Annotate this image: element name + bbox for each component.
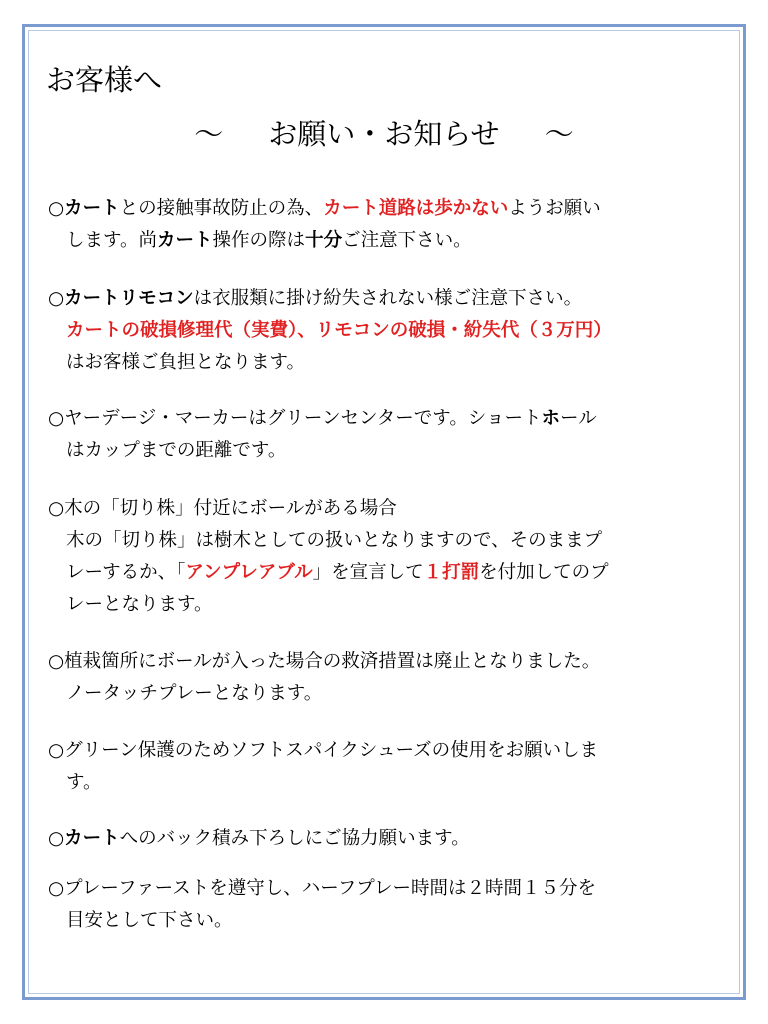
bold-text: カート (157, 230, 213, 251)
highlight-text: カートの破損修理代（実費）、リモコンの破損・紛失代（３万円） (66, 320, 612, 341)
notice-line (48, 905, 728, 937)
notice-line (48, 493, 728, 525)
notice-3 (48, 403, 728, 467)
notice-text: 木の「切り株」は樹木としての扱いとなりますので、そのままプ (66, 530, 603, 551)
notice-line (48, 646, 728, 678)
notice-2 (48, 283, 728, 379)
bullet-circle-icon: ○ (48, 408, 65, 429)
notice-line (48, 678, 728, 710)
notice-line (48, 557, 728, 589)
notice-text: 木の「切り株」付近にボールがある場合 (64, 498, 397, 519)
greeting-heading: お客様へ (46, 63, 163, 97)
notice-line (48, 735, 728, 767)
notice-line (48, 589, 728, 621)
bullet-circle-icon: ○ (48, 288, 65, 309)
notice-line (48, 823, 728, 855)
title-right-tilde: ～ (544, 117, 574, 151)
notice-text: レーするか、「 (66, 562, 186, 583)
notice-text: はカップまでの距離です。 (66, 440, 287, 461)
title-left-tilde: ～ (194, 117, 224, 151)
notice-text: へのバック積み下ろしにご協力願います。 (119, 828, 470, 849)
bullet-circle-icon: ○ (48, 651, 65, 672)
notice-text: を付加してのプ (479, 562, 609, 583)
notice-text: ようお願い (508, 198, 601, 219)
notice-text: は衣服類に掛け紛失されない様ご注意下さい。 (193, 288, 583, 309)
bullet-circle-icon: ○ (48, 878, 65, 899)
notice-title (0, 114, 768, 154)
notice-text: グリーン保護のためソフトスパイクシューズの使用をお願いしま (64, 740, 599, 761)
notice-text: はお客様ご負担となります。 (66, 352, 306, 373)
bullet-circle-icon: ○ (48, 740, 65, 761)
notice-line (48, 873, 728, 905)
notice-text: す。 (66, 772, 102, 793)
notice-8 (48, 873, 728, 937)
notice-line (48, 283, 728, 315)
bold-text: カート (64, 198, 120, 219)
notice-line (48, 347, 728, 379)
notice-5 (48, 646, 728, 710)
bullet-circle-icon: ○ (48, 498, 65, 519)
notice-text: を遵守し、ハーフプレー時間は２時間１５分を (209, 878, 597, 899)
notice-text: 植栽箇所にボールが入った場合の救済措置は廃止となりました。 (64, 651, 601, 672)
notice-text: ール (559, 408, 597, 429)
notice-line (48, 403, 728, 435)
notice-line (48, 435, 728, 467)
title-text: お願い・お知らせ (268, 117, 500, 151)
highlight-text: １打罰 (423, 562, 480, 583)
highlight-text: カート道路は歩かない (323, 198, 509, 219)
notice-text: ノータッチプレーとなります。 (66, 683, 323, 704)
notice-line (48, 767, 728, 799)
notice-text: との接触事故防止の為、 (119, 198, 324, 219)
notice-7 (48, 823, 728, 855)
bullet-circle-icon: ○ (48, 828, 65, 849)
notice-text: 操作の際は (212, 230, 306, 251)
notice-line (48, 315, 728, 347)
notice-text: レーとなります。 (66, 594, 213, 615)
notice-text: します。尚 (66, 230, 158, 251)
notice-text: 」を宣言して (312, 562, 424, 583)
notice-line (48, 225, 728, 257)
notice-line (48, 193, 728, 225)
bold-text: ホ (541, 408, 560, 429)
notice-6 (48, 735, 728, 799)
notice-text: 目安として下さい。 (66, 910, 233, 931)
bold-text: カートリモコン (64, 288, 194, 309)
notice-line (48, 525, 728, 557)
notice-text: ご注意下さい。 (342, 230, 472, 251)
bold-text: カート (64, 828, 120, 849)
bold-text: 十分 (305, 230, 343, 251)
bullet-circle-icon: ○ (48, 198, 65, 219)
notice-4 (48, 493, 728, 621)
notice-1 (48, 193, 728, 257)
notice-text: プレーファースト (64, 878, 210, 899)
notice-text: ヤーデージ・マーカーはグリーンセンターです。ショート (64, 408, 542, 429)
highlight-text: アンプレアブル (185, 562, 313, 583)
